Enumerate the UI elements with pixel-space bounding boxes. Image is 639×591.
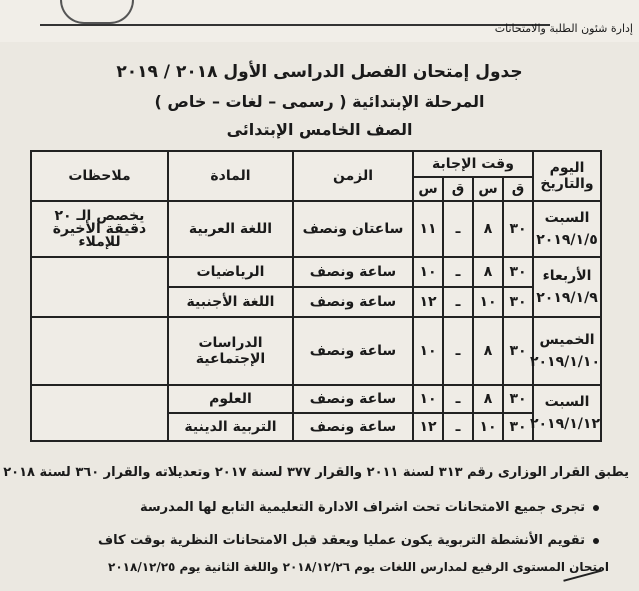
subject-cell: اللغة العربية xyxy=(168,201,293,257)
table-row xyxy=(31,257,601,287)
subject-cell: اللغة الأجنبية xyxy=(168,287,293,317)
decree-note: يطبق القرار الوزارى رقم ٣١٣ لسنة ٢٠١١ والقرار ٣٧٧ لسنة ٢٠١٧ وتعديلاته والقرار ٣٦٠ لسنة ٢٠١٨ xyxy=(3,465,629,480)
day-date-cell xyxy=(529,385,601,441)
notes-cell xyxy=(31,385,168,441)
start-hour: ٨ xyxy=(473,201,503,257)
start-hour: ٨ xyxy=(473,317,503,385)
day-label: الأربعاء xyxy=(542,268,592,284)
subject-cell: الرياضيات xyxy=(168,257,293,287)
end-min: ـ xyxy=(443,385,473,413)
start-hour: ١٠ xyxy=(473,413,503,441)
letterhead xyxy=(0,0,639,42)
bullet-icon xyxy=(593,505,599,511)
day-label: السبت xyxy=(544,394,590,410)
bullet-item xyxy=(140,500,599,515)
date-label: ٢٠١٩/١/١٢ xyxy=(529,416,600,432)
start-min: ٣٠ xyxy=(503,257,533,287)
bullet-icon xyxy=(593,538,599,544)
header-q: ق xyxy=(503,177,533,201)
start-hour: ٨ xyxy=(473,385,503,413)
duration-cell: ساعتان ونصف xyxy=(293,201,413,257)
notes-cell xyxy=(31,257,168,317)
header-divider xyxy=(40,24,550,26)
end-min: ـ xyxy=(443,413,473,441)
header-subject: المادة xyxy=(168,151,293,201)
header-s: س xyxy=(473,177,503,201)
end-min: ـ xyxy=(443,201,473,257)
day-date-cell xyxy=(533,201,601,257)
start-min: ٣٠ xyxy=(503,413,533,441)
table-row xyxy=(31,201,601,257)
duration-cell: ساعة ونصف xyxy=(293,385,413,413)
stage-title: المرحلة الإبتدائية ( رسمى – لغات – خاص ) xyxy=(154,92,485,111)
exam-schedule-table xyxy=(30,150,602,442)
subject-cell: العلوم xyxy=(168,385,293,413)
duration-cell: ساعة ونصف xyxy=(293,257,413,287)
day-date-cell xyxy=(529,317,601,385)
start-hour: ١٠ xyxy=(473,287,503,317)
end-hour: ١١ xyxy=(413,201,443,257)
start-hour: ٨ xyxy=(473,257,503,287)
schedule-title: جدول إمتحان الفصل الدراسى الأول ٢٠١٨ / ٢٠١٩ xyxy=(116,62,523,82)
date-label: ٢٠١٩/١/٩ xyxy=(536,290,598,306)
grade-title: الصف الخامس الإبتدائى xyxy=(226,120,413,139)
duration-cell: ساعة ونصف xyxy=(293,317,413,385)
table-row xyxy=(31,385,601,413)
emblem-seal xyxy=(60,0,134,24)
bullet-text: تقويم الأنشطة التربوية يكون عمليا ويعقد قبل الامتحانات النظرية بوقت كاف xyxy=(98,533,585,548)
end-min: ـ xyxy=(443,317,473,385)
table-row xyxy=(31,317,601,385)
end-hour: ١٠ xyxy=(413,317,443,385)
department-label: إدارة شئون الطلبة والامتحانات xyxy=(494,22,633,35)
end-hour: ١٢ xyxy=(413,413,443,441)
day-label: الخميس xyxy=(539,332,595,348)
bullet-item xyxy=(98,533,599,548)
end-hour: ١٠ xyxy=(413,257,443,287)
duration-cell: ساعة ونصف xyxy=(293,287,413,317)
end-hour: ١٢ xyxy=(413,287,443,317)
subject-cell: الدراسات الإجتماعية xyxy=(168,317,293,385)
date-label: ٢٠١٩/١/١٠ xyxy=(529,354,600,370)
header-s: س xyxy=(413,177,443,201)
start-min: ٣٠ xyxy=(503,287,533,317)
table-header-row xyxy=(31,151,601,177)
header-day-date: اليوم والتاريخ xyxy=(533,151,601,201)
duration-cell: ساعة ونصف xyxy=(293,413,413,441)
end-hour: ١٠ xyxy=(413,385,443,413)
handwritten-note: امتحان المستوى الرفيع لمدارس اللغات يوم ٢٠١٨/١٢/٢٦ واللغة الثانية يوم ٢٠١٨/١٢/٢٥ xyxy=(108,560,609,574)
header-duration: الزمن xyxy=(293,151,413,201)
handwritten-mark-icon xyxy=(558,548,603,582)
notes-cell xyxy=(31,317,168,385)
notes-cell: يخصص الـ ٢٠ دقيقة الأخيرة للإملاء xyxy=(31,201,168,257)
header-answer-time: وقت الإجابة xyxy=(413,151,533,177)
header-q: ق xyxy=(443,177,473,201)
subject-cell: التربية الدينية xyxy=(168,413,293,441)
start-min: ٣٠ xyxy=(503,201,533,257)
header-notes: ملاحظات xyxy=(31,151,168,201)
day-date-cell xyxy=(533,257,601,317)
day-label: السبت xyxy=(544,210,590,226)
end-min: ـ xyxy=(443,257,473,287)
end-min: ـ xyxy=(443,287,473,317)
start-min: ٣٠ xyxy=(503,317,533,385)
date-label: ٢٠١٩/١/٥ xyxy=(536,232,598,248)
bullet-text: تجرى جميع الامتحانات تحت اشراف الادارة التعليمية التابع لها المدرسة xyxy=(140,500,585,515)
start-min: ٣٠ xyxy=(503,385,533,413)
